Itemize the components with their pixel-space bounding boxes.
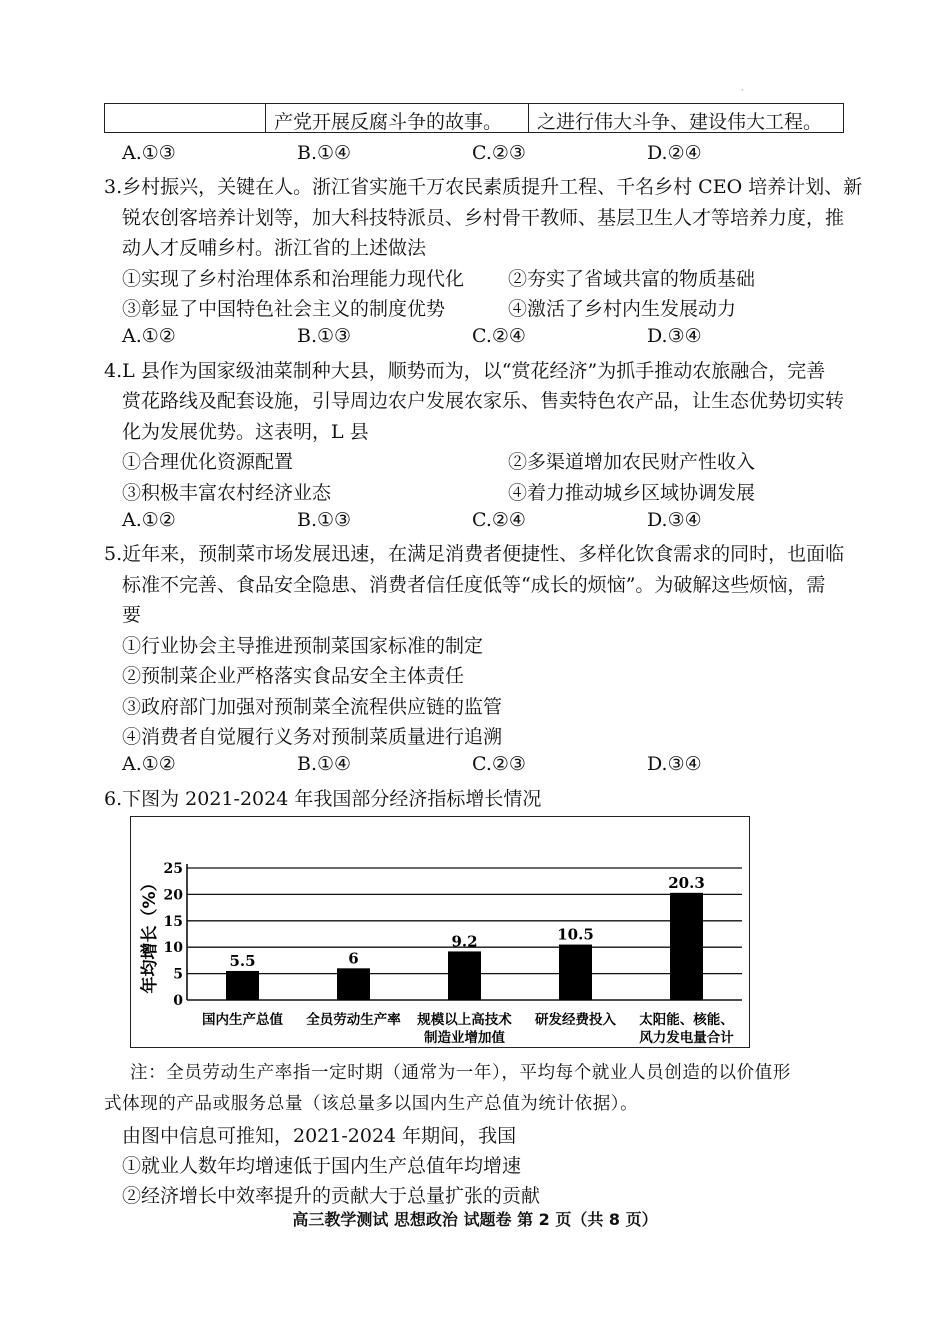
q4-item-3: ③积极丰富农村经济业态 xyxy=(122,482,332,504)
q5-stem-line-1: 5.近年来，预制菜市场发展迅速，在满足消费者便捷性、多样化饮食需求的同时，也面临 xyxy=(104,543,845,565)
table-cell-2-text: 产党开展反腐斗争的故事。 xyxy=(274,111,503,133)
q3-item-3: ③彰显了中国特色社会主义的制度优势 xyxy=(122,298,446,320)
q3-option-d: D.③④ xyxy=(647,325,702,347)
q5-item-3: ③政府部门加强对预制菜全流程供应链的监管 xyxy=(122,696,503,718)
q5-item-4: ④消费者自觉履行义务对预制菜质量进行追溯 xyxy=(122,726,503,748)
q3-item-4: ④激活了乡村内生发展动力 xyxy=(508,298,737,320)
y-tick-label: 5 xyxy=(173,966,183,983)
q4-item-2: ②多渠道增加农民财产性收入 xyxy=(508,451,756,473)
bar-value-label: 5.5 xyxy=(229,951,256,970)
q4-option-b: B.①③ xyxy=(297,509,352,531)
q3-item-2: ②夯实了省域共富的物质基础 xyxy=(508,268,756,290)
bar xyxy=(670,893,703,1000)
q4-item-1: ①合理优化资源配置 xyxy=(122,451,294,473)
q6-item-2: ②经济增长中效率提升的贡献大于总量扩张的贡献 xyxy=(122,1185,541,1207)
table-cell-3-text: 之进行伟大斗争、建设伟大工程。 xyxy=(537,111,823,133)
x-category-label: 制造业增加值 xyxy=(424,1030,505,1046)
y-tick-label: 25 xyxy=(163,861,183,877)
table-cell-2 xyxy=(266,104,529,132)
y-tick-label: 20 xyxy=(163,887,183,904)
bar-value-label: 9.2 xyxy=(451,932,478,951)
q4-item-4: ④着力推动城乡区域协调发展 xyxy=(508,482,756,504)
q5-stem-line-3: 要 xyxy=(122,604,142,626)
table-cell-3 xyxy=(529,104,843,132)
q2-option-d: D.②④ xyxy=(647,142,702,164)
q2-options xyxy=(122,142,822,164)
q4-option-c: C.②④ xyxy=(472,509,526,531)
bar xyxy=(337,968,370,1000)
bar-chart xyxy=(130,816,750,1048)
y-axis-label: 年均增长（%） xyxy=(140,874,160,994)
x-category-label: 规模以上高技术 xyxy=(417,1012,512,1028)
q3-stem-line-3: 动人才反哺乡村。浙江省的上述做法 xyxy=(122,237,427,259)
q4-option-d: D.③④ xyxy=(647,509,702,531)
bar xyxy=(448,951,481,1000)
q4-stem-line-2: 赏花路线及配套设施，引导周边农户发展农家乐、售卖特色农产品，让生态优势切实转 xyxy=(122,390,845,412)
q4-stem-line-3: 化为发展优势。这表明，L 县 xyxy=(122,421,369,443)
bar xyxy=(226,971,259,1000)
x-category-label: 国内生产总值 xyxy=(202,1012,283,1028)
y-tick-label: 10 xyxy=(163,940,183,957)
bar xyxy=(559,945,592,1000)
table-fragment xyxy=(104,103,844,133)
q2-option-a: A.①③ xyxy=(122,142,176,164)
q5-item-2: ②预制菜企业严格落实食品安全主体责任 xyxy=(122,665,465,687)
bar-chart-svg xyxy=(131,817,748,1046)
x-category-label: 全员劳动生产率 xyxy=(306,1012,401,1028)
q3-option-a: A.①② xyxy=(122,325,176,347)
q5-options xyxy=(122,753,822,775)
q4-stem-line-1: 4.L 县作为国家级油菜制种大县，顺势而为，以“赏花经济”为抓手推动农旅融合，完善 xyxy=(104,360,826,382)
q3-option-b: B.①③ xyxy=(297,325,352,347)
q6-item-1: ①就业人数年均增速低于国内生产总值年均增速 xyxy=(122,1155,522,1177)
q2-option-c: C.②③ xyxy=(472,142,526,164)
q5-option-c: C.②③ xyxy=(472,753,526,775)
q3-item-1: ①实现了乡村治理体系和治理能力现代化 xyxy=(122,268,465,290)
q4-options xyxy=(122,509,822,531)
q3-option-c: C.②④ xyxy=(472,325,526,347)
q6-note-line-1: 注：全员劳动生产率指一定时期（通常为一年），平均每个就业人员创造的以价值形 xyxy=(130,1063,791,1083)
bar-value-label: 6 xyxy=(348,949,359,968)
y-tick-label: 0 xyxy=(173,993,183,1009)
bar-value-label: 20.3 xyxy=(668,873,705,892)
q6-infer: 由图中信息可推知，2021-2024 年期间，我国 xyxy=(122,1125,517,1147)
q5-item-1: ①行业协会主导推进预制菜国家标准的制定 xyxy=(122,635,484,657)
q6-note-line-2: 式体现的产品或服务总量（该总量多以国内生产总值为统计依据）。 xyxy=(104,1094,639,1114)
y-tick-label: 15 xyxy=(163,913,183,930)
q2-option-b: B.①④ xyxy=(297,142,352,164)
q5-stem-line-2: 标准不完善、食品安全隐患、消费者信任度低等“成长的烦恼”。为破解这些烦恼，需 xyxy=(122,574,826,596)
q5-option-d: D.③④ xyxy=(647,753,702,775)
corner-mark: · xyxy=(741,86,744,95)
x-category-label: 太阳能、核能、 xyxy=(639,1012,734,1028)
q3-stem-line-2: 锐农创客培养计划等，加大科技特派员、乡村骨干教师、基层卫生人才等培养力度，推 xyxy=(122,207,845,229)
q5-option-b: B.①④ xyxy=(297,753,352,775)
table-cell-1 xyxy=(105,104,266,132)
q4-option-a: A.①② xyxy=(122,509,176,531)
bar-value-label: 10.5 xyxy=(557,925,594,944)
x-category-label: 研发经费投入 xyxy=(535,1012,616,1028)
page-footer: 高三教学测试 思想政治 试题卷 第 2 页（共 8 页） xyxy=(292,1210,658,1229)
q6-stem: 6.下图为 2021-2024 年我国部分经济指标增长情况 xyxy=(104,788,542,810)
q3-options xyxy=(122,325,822,347)
x-category-label: 风力发电量合计 xyxy=(639,1030,734,1046)
q5-option-a: A.①② xyxy=(122,753,176,775)
q3-stem-line-1: 3.乡村振兴，关键在人。浙江省实施千万农民素质提升工程、千名乡村 CEO 培养计划、新 xyxy=(104,176,863,198)
